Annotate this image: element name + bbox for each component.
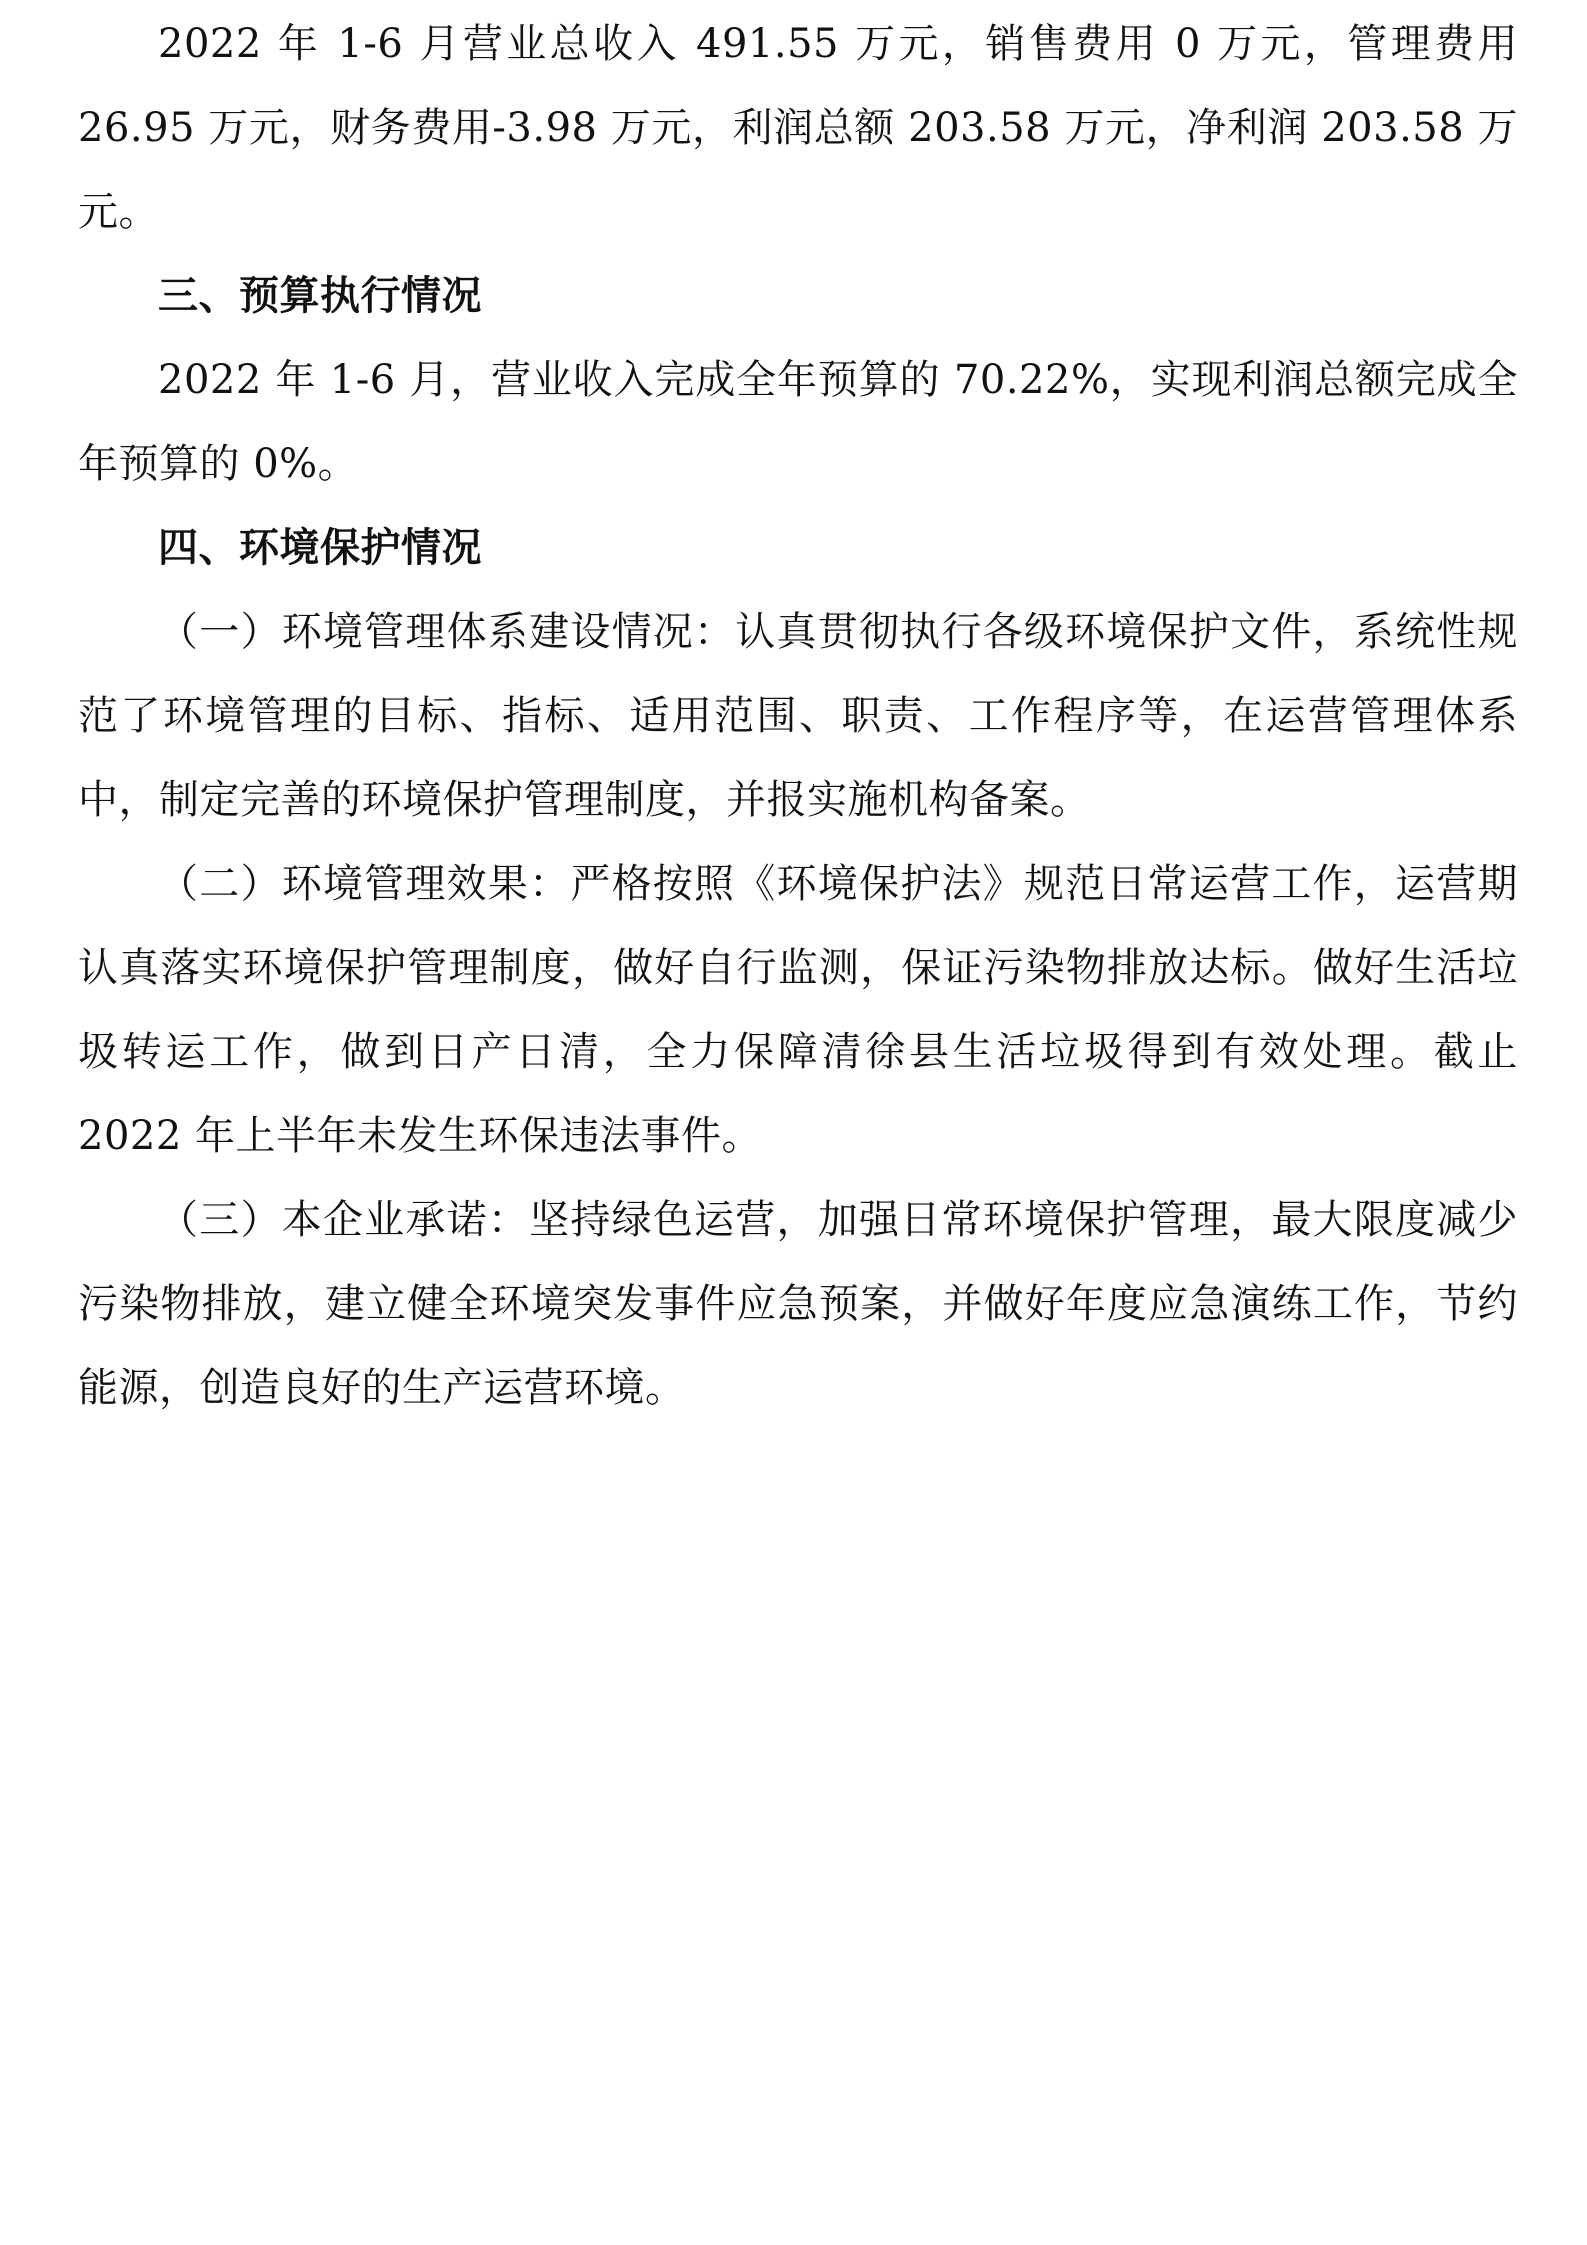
heading-environmental-protection: 四、环境保护情况 [158, 525, 482, 571]
heading-budget-execution: 三、预算执行情况 [158, 273, 482, 319]
document-page [78, 0, 1518, 1430]
paragraph-company-commitment: （三）本企业承诺：坚持绿色运营，加强日常环境保护管理，最大限度减少污染物排放，建立健全环境突发事件应急预案，并做好年度应急演练工作，节约能源，创造良好的生产运营环境。 [78, 1197, 1518, 1411]
paragraph-financial-summary: 2022 年 1-6 月营业总收入 491.55 万元，销售费用 0 万元，管理费用 26.95 万元，财务费用-3.98 万元，利润总额 203.58 万元，净利润 203.58 万元。 [78, 21, 1518, 235]
paragraph-env-management-system: （一）环境管理体系建设情况：认真贯彻执行各级环境保护文件，系统性规范了环境管理的目标、指标、适用范围、职责、工作程序等，在运营管理体系中，制定完善的环境保护管理制度，并报实施机构备案。 [78, 609, 1518, 823]
paragraph-env-management-effect: （二）环境管理效果：严格按照《环境保护法》规范日常运营工作，运营期认真落实环境保护管理制度，做好自行监测，保证污染物排放达标。做好生活垃圾转运工作，做到日产日清，全力保障清徐县生活垃圾得到有效处理。截止 2022 年上半年未发生环保违法事件。 [78, 861, 1518, 1159]
paragraph-budget-execution: 2022 年 1-6 月，营业收入完成全年预算的 70.22%，实现利润总额完成全年预算的 0%。 [78, 357, 1518, 487]
